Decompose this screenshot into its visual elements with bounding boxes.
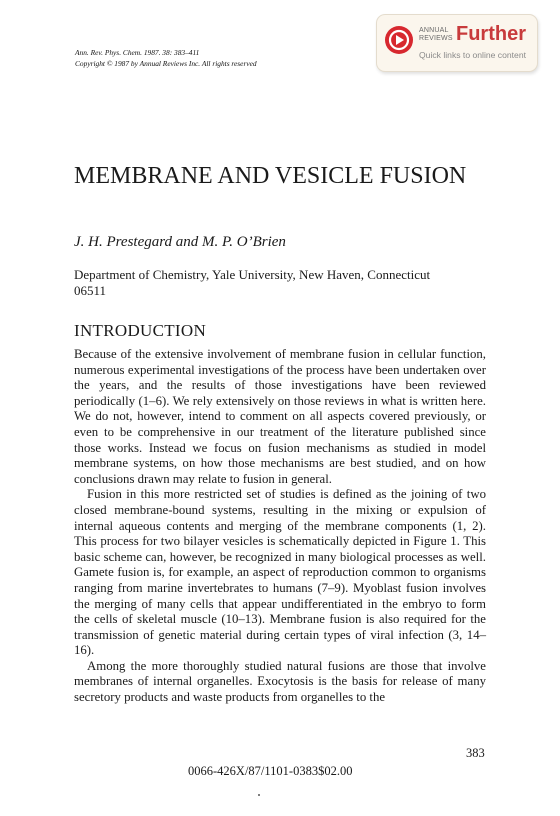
journal-citation: Ann. Rev. Phys. Chem. 1987. 38: 383–411 [75, 48, 200, 57]
paragraph: Fusion in this more restricted set of studies is defined as the joining of two closed membrane-bound systems, resulting in the mixing or expulsion of internal aqueous contents and merging of the membrane components (1, 2). This process for two bilayer vesicles is schematically depicted in Figure 1. This basic scheme can, however, be recognized in many biological processes as well. Gamete fusion is, for example, an aspect of reproduction common to organisms ranging from marine invertebrates to humans (7–9). Myoblast fusion involves the merging of many cells that appear undifferentiated in the embryo to form the cells of skeletal muscle (10–13). Membrane fusion is also required for the transmission of genetic material during certain types of viral infection (3, 14–16). [74, 487, 486, 658]
footer-code: 0066-426X/87/1101-0383$02.00 [188, 764, 353, 778]
page-number: 383 [466, 746, 485, 760]
scan-dot [258, 794, 260, 796]
article-authors: J. H. Prestegard and M. P. O’Brien [74, 234, 286, 250]
copyright-line: Copyright © 1987 by Annual Reviews Inc. All rights reserved [75, 59, 257, 68]
further-label: Further [456, 23, 526, 45]
journal-info [75, 47, 257, 69]
paragraph: Because of the extensive involvement of membrane fusion in cellular function, numerous experimental investigations of the process have been undertaken over the years, and the results of those investigations have been reviewed periodically (1–6). We rely extensively on those reviews in what is written here. We do not, however, intend to comment on all aspects covered previously, or even to be comprehensive in our treatment of the literature published since those works. Instead we focus on fusion mechanisms as studied in model membrane systems, on how those mechanisms are best studied, and on how conclusions drawn may relate to fusion in general. [74, 347, 486, 486]
further-tagline: Quick links to online content [419, 50, 527, 60]
article-title: MEMBRANE AND VESICLE FUSION [74, 163, 467, 189]
author-affiliation: Department of Chemistry, Yale University, New Haven, Connecticut 06511 [74, 267, 431, 298]
body-text [74, 347, 486, 706]
annual-reviews-brand: ANNUAL REVIEWS [419, 27, 453, 42]
paragraph: Among the more thoroughly studied natural fusions are those that involve membranes of internal organelles. Exocytosis is the basis for release of many secretory products and waste products from organelles to the [74, 658, 486, 705]
further-links-badge[interactable] [376, 14, 538, 72]
section-heading: INTRODUCTION [74, 321, 207, 340]
annual-reviews-logo-icon [385, 26, 413, 54]
